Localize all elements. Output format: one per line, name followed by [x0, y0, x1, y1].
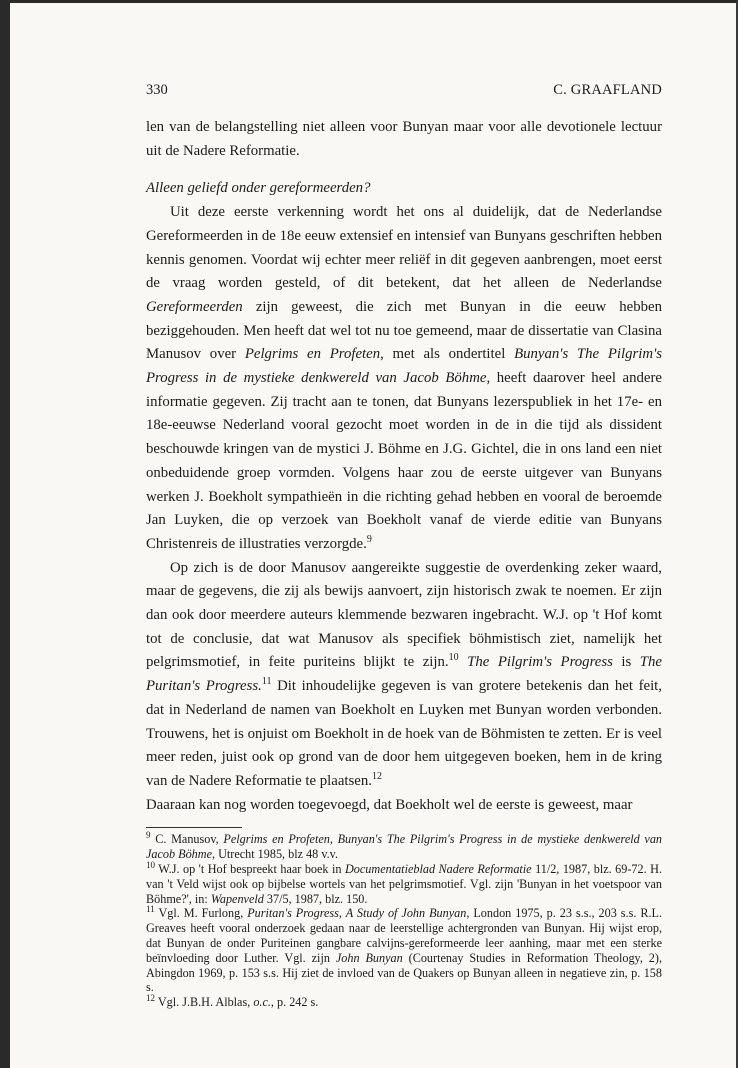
text-run: W.J. op 't Hof bespreekt haar boek in	[158, 861, 345, 876]
footnote-marker-12[interactable]: 12	[371, 771, 382, 783]
paragraph-manusov-thesis	[146, 201, 662, 557]
text-run: , heeft daarover heel andere informatie gegeven. Zij tracht aan te tonen, dat Bunyans lezerspubliek in het 17e- en 18e-eeuwse Nederland vooral gezocht moet worden in de in die tijd als dissident beschouwde kringen van de mystici J. Böhme en J.G. Gichtel, die in ons land een niet onbeduidende groep vormden. Volgens haar zou de eerste uitgever van Bunyans werken J. Boekholt sympathieën in die richting gehad hebben en vooral de beroemde Jan Luyken, die op verzoek van Boekholt vanaf de vierde editie van Bunyans Christenreis de illustraties verzorgde.	[146, 370, 662, 552]
text-run: , Utrecht 1985, blz 48 v.v.	[212, 847, 339, 862]
text-run: Vgl. J.B.H. Alblas,	[157, 995, 254, 1010]
footnote-12	[146, 995, 662, 1010]
italic-run: o.c.	[253, 995, 271, 1010]
italic-run: The Pilgrim's Progress	[467, 654, 613, 671]
text-run: 11/2, 1987, blz. 69-72. H. van 't Veld wijst ook op bijbelse wortels van het pelgrimsmotief. Vgl. zijn 'Bunyan in het voetspoor van Böhme?', in:	[146, 861, 662, 906]
paragraph-continuation	[146, 116, 662, 163]
text-run: Op zich is de door Manusov aangereikte suggestie de overdenking zeker waard, maar de gegevens, die zij als bewijs aanvoert, zijn historisch zwak te noemen. Er zijn dan ook door meerdere auteurs klemmende bezwaren ingebracht. W.J. op 't Hof komt tot de conclusie, dat wat Manusov als specifiek böhmistisch ziet, namelijk het pelgrimsmotief, in feite puriteins blijkt te zijn.	[146, 559, 662, 671]
footnote-number: 12	[146, 993, 155, 1004]
footnote-marker-11[interactable]: 11	[261, 676, 272, 688]
paragraph-critique	[146, 557, 662, 818]
running-head-author: C. GRAAFLAND	[553, 82, 662, 98]
italic-run: Bunyan's The Pilgrim's Progress in de mystieke denkwereld van Jacob Böhme	[146, 346, 662, 387]
section-heading: Alleen geliefd onder gereformeerden?	[146, 180, 371, 197]
text-run: zijn geweest, die zich met Bunyan in die eeuw hebben beziggehouden. Men heeft dat wel tot nu toe gemeend, maar de dissertatie van Clasina Manusov over	[146, 298, 662, 363]
italic-run: Pelgrims en Profeten	[244, 346, 381, 363]
text-run: , met als ondertitel	[380, 346, 515, 363]
text-run: is	[612, 654, 640, 671]
italic-run: Documentatieblad Nadere Reformatie	[345, 861, 532, 876]
text-run: Daaraan kan nog worden toegevoegd, dat Boekholt wel de eerste is geweest, maar	[146, 796, 633, 813]
italic-run: Puritan's Progress, A Study of John Bunyan	[247, 906, 467, 921]
footnote-11	[146, 906, 662, 995]
footnote-marker-9[interactable]: 9	[366, 534, 372, 546]
italic-run: Gereformeerden	[146, 298, 243, 315]
footnote-number: 9	[146, 830, 151, 841]
text-run: Vgl. M. Furlong,	[158, 906, 248, 921]
footnote-9	[146, 832, 662, 862]
text-run: 37/5, 1987, blz. 150.	[263, 891, 368, 906]
footnote-10	[146, 859, 662, 906]
footnote-number: 10	[146, 859, 155, 870]
paragraph-text: len van de belangstelling niet alleen voor Bunyan maar voor alle devotionele lectuur uit de Nadere Reformatie.	[146, 119, 662, 159]
page-number: 330	[146, 82, 168, 98]
italic-run: Pelgrims en Profeten, Bunyan's The Pilgrim's Progress in de mystieke denkwereld van Jacob Böhme	[146, 832, 663, 862]
text-run: (Courtenay Studies in Reformation Theology, 2), Abingdon 1969, p. 153 s.s. Hij ziet de invloed van de Quakers op Bunyan alleen in negatieve zin, p. 158 s.	[146, 950, 663, 995]
text-run: , p. 242 s.	[270, 995, 319, 1010]
footnote-marker-10[interactable]: 10	[448, 652, 459, 664]
text-run: C. Manusov,	[155, 832, 224, 847]
running-head	[146, 82, 662, 104]
book-page	[146, 82, 662, 1010]
text-run: , London 1975, p. 23 s.s., 203 s.s. R.L. Greaves heeft vooral onderzoek gedaan naar de leerstellige achtergronden van Bunyan. Hij wijst erop, dat Bunyan de onder Puriteinen gangbare calvijns-gereformeerde leer aanhing, maar met een sterke beïnvloeding door Luther. Vgl. zijn	[146, 906, 663, 965]
footnote-number: 11	[146, 904, 155, 915]
italic-run: The Puritan's Progress.	[146, 654, 662, 695]
italic-run: John Bunyan	[335, 950, 403, 965]
footnote-divider	[146, 827, 242, 828]
text-run: Uit deze eerste verkenning wordt het ons al duidelijk, dat de Nederlandse Gereformeerden in de 18e eeuw extensief en intensief van Bunyans geschriften hebben kennis genomen. Voordat wij echter meer reliëf in dit gegeven aanbrengen, moet eerst de vraag worden gesteld, of dit betekent, dat het alleen de Nederlandse	[146, 204, 662, 292]
italic-run: Wapenveld	[210, 891, 264, 906]
text-run: Dit inhoudelijke gegeven is van grotere betekenis dan het feit, dat in Nederland de namen van Boekholt en Luyken met Bunyan worden verbonden. Trouwens, het is onjuist om Boekholt in de hoek van de Böhmisten te zetten. Er is veel meer reden, juist ook op grond van de door hem uitgegeven boeken, hem in de kring van de Nadere Reformatie te plaatsen.	[146, 678, 662, 789]
